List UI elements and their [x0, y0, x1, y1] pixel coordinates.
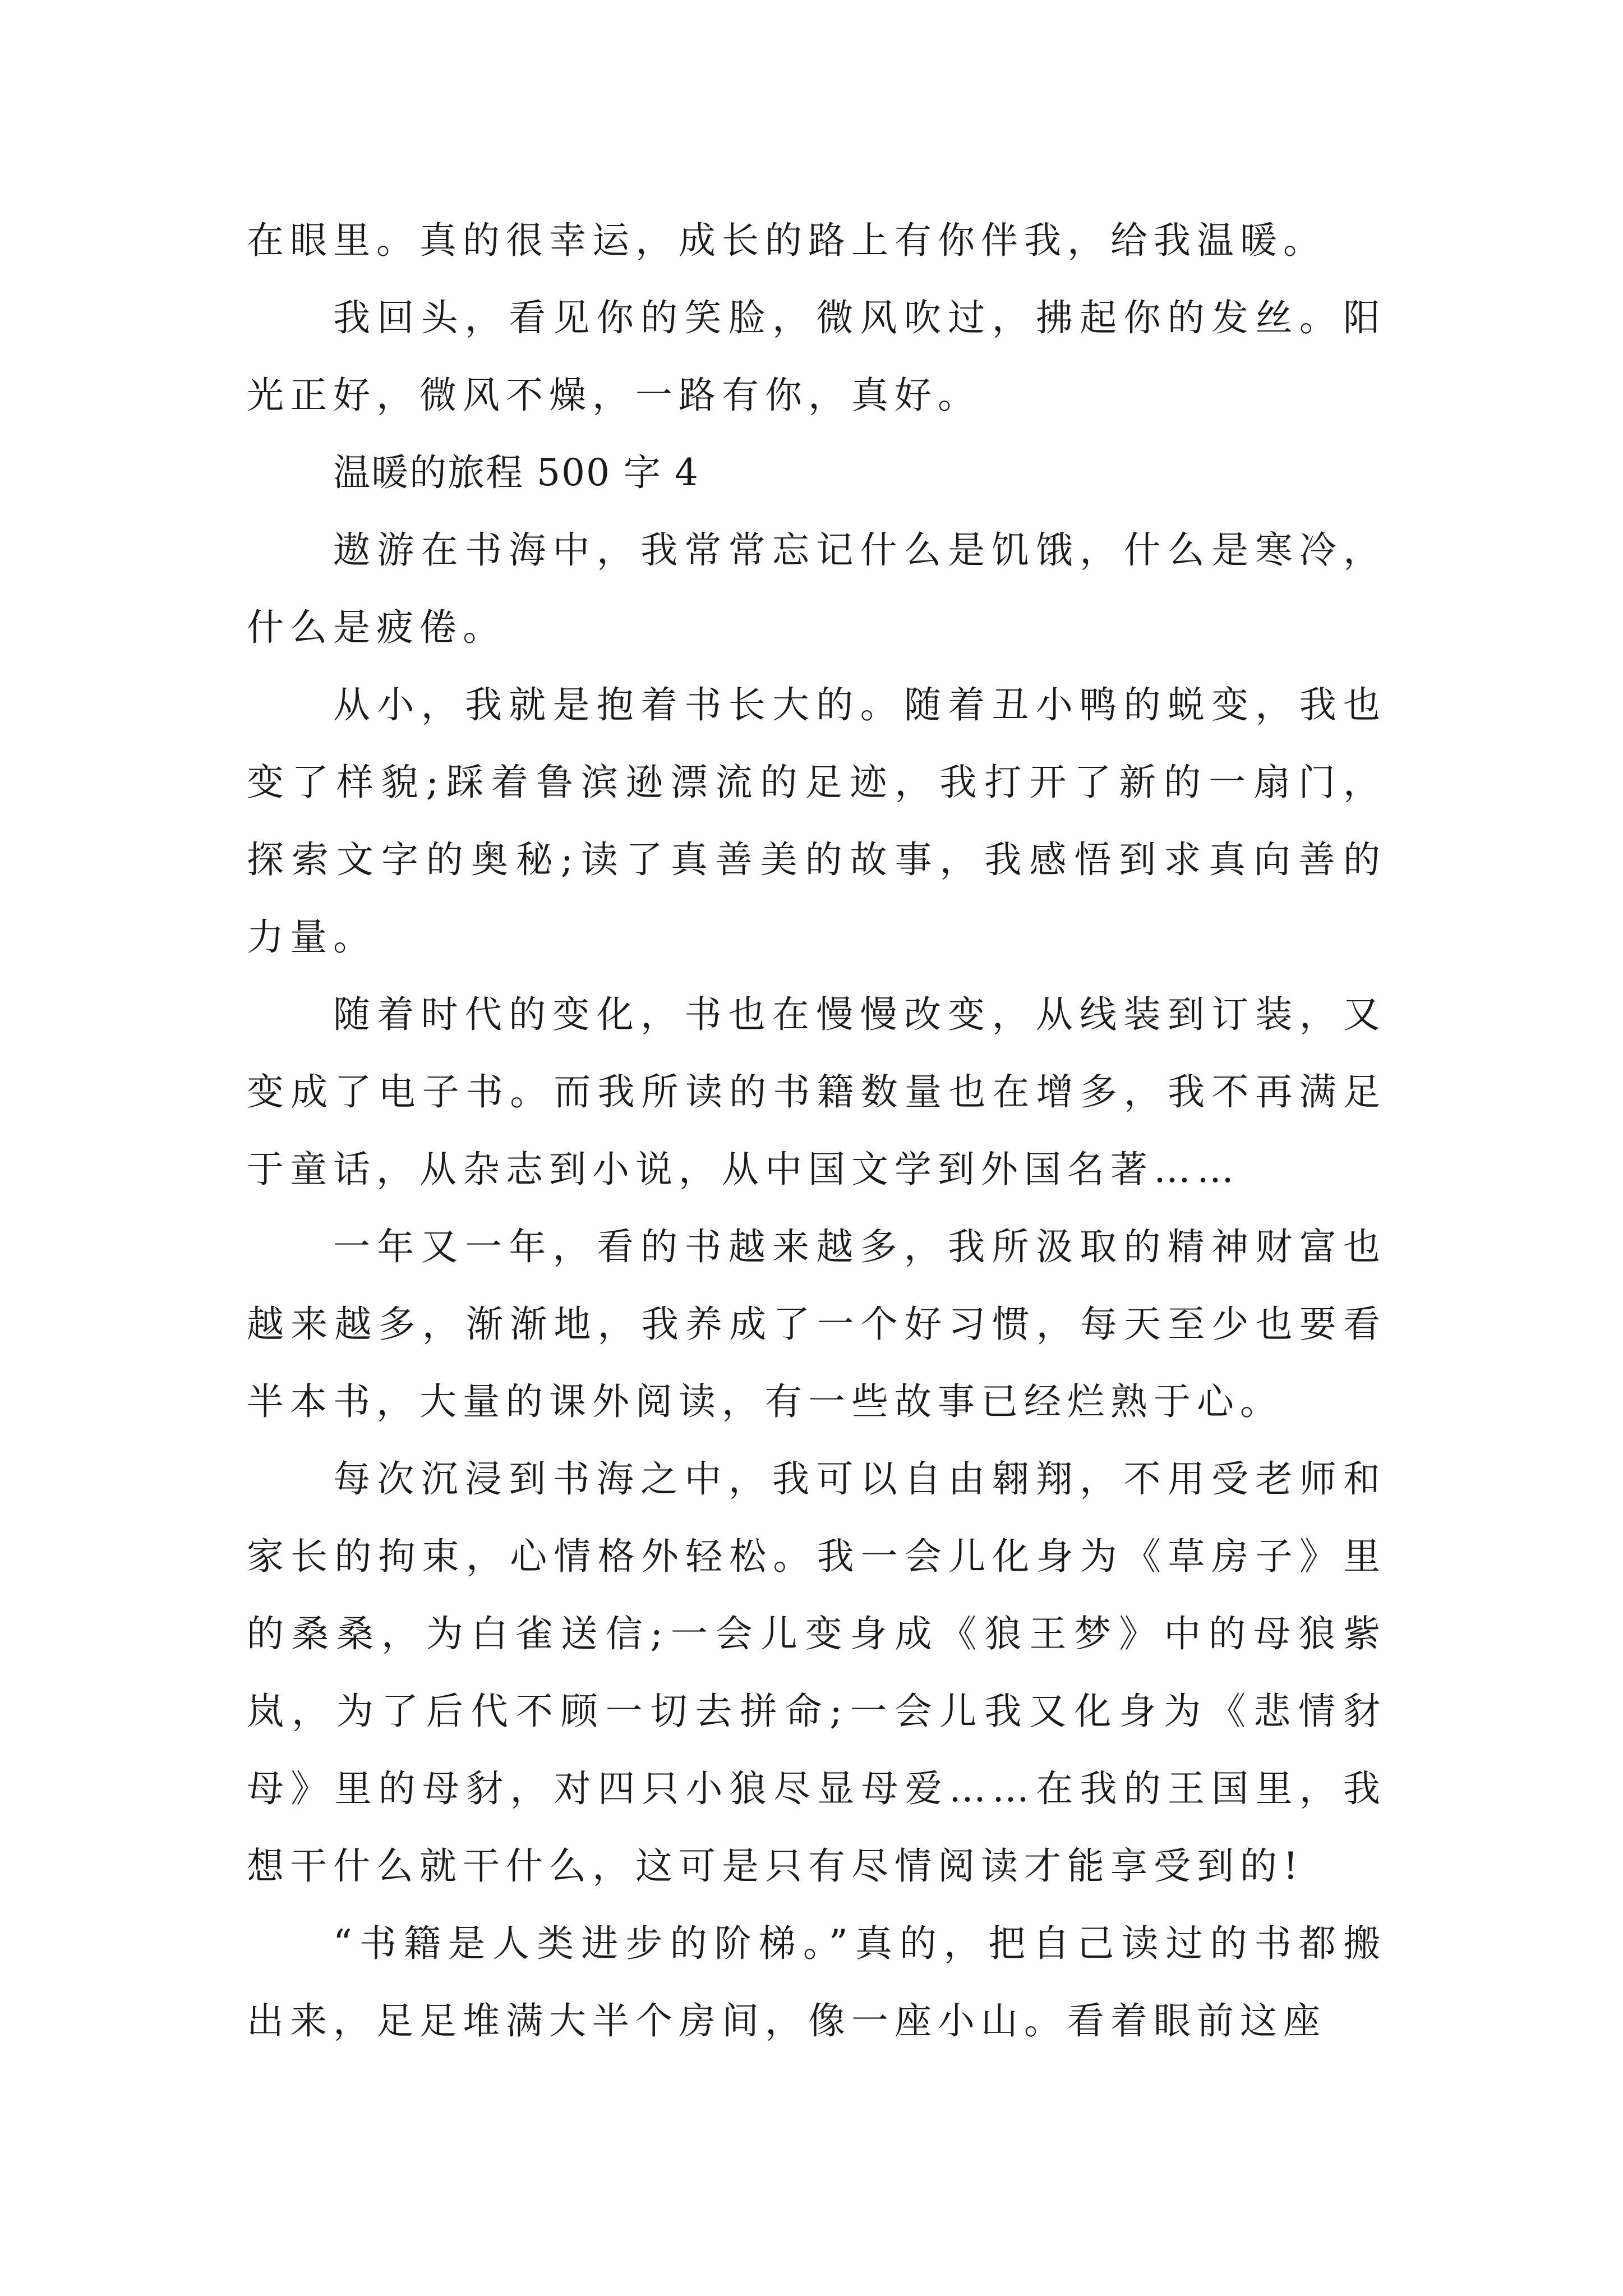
- section-heading: 温暖的旅程 500 字 4: [333, 451, 699, 494]
- paragraph-continued: 在眼里。真的很幸运，成长的路上有你伴我，给我温暖。: [247, 219, 1326, 262]
- paragraph: 每次沉浸到书海之中，我可以自由翱翔，不用受老师和家长的拘束，心情格外轻松。我一会儿化身为《草房子》里的桑桑，为白雀送信;一会儿变身成《狼王梦》中的母狼紫岚，为了后代不顾一切去拼命;一会儿我又化身为《悲情豺母》里的母豺，对四只小狼尽显母爱……在我的王国里，我想干什么就干什么，这可是只有尽情阅读才能享受到的!: [247, 1457, 1386, 1888]
- paragraph: 我回头，看见你的笑脸，微风吹过，拂起你的发丝。阳光正好，微风不燥，一路有你，真好。: [247, 296, 1386, 417]
- paragraph: “书籍是人类进步的阶梯。”真的，把自己读过的书都搬出来，足足堆满大半个房间，像一座小山。看着眼前这座: [247, 1922, 1386, 2042]
- paragraph: 一年又一年，看的书越来越多，我所汲取的精神财富也越来越多，渐渐地，我养成了一个好习惯，每天至少也要看半本书，大量的课外阅读，有一些故事已经烂熟于心。: [247, 1225, 1386, 1423]
- paragraph: 遨游在书海中，我常常忘记什么是饥饿，什么是寒冷，什么是疲倦。: [247, 528, 1386, 649]
- paragraph: 从小，我就是抱着书长大的。随着丑小鸭的蜕变，我也变了样貌;踩着鲁滨逊漂流的足迹，我打开了新的一扇门，探索文字的奥秘;读了真善美的故事，我感悟到求真向善的力量。: [247, 683, 1386, 959]
- document-body: [247, 202, 1386, 2060]
- paragraph: 随着时代的变化，书也在慢慢改变，从线装到订装，又变成了电子书。而我所读的书籍数量也在增多，我不再满足于童话，从杂志到小说，从中国文学到外国名著……: [247, 993, 1386, 1191]
